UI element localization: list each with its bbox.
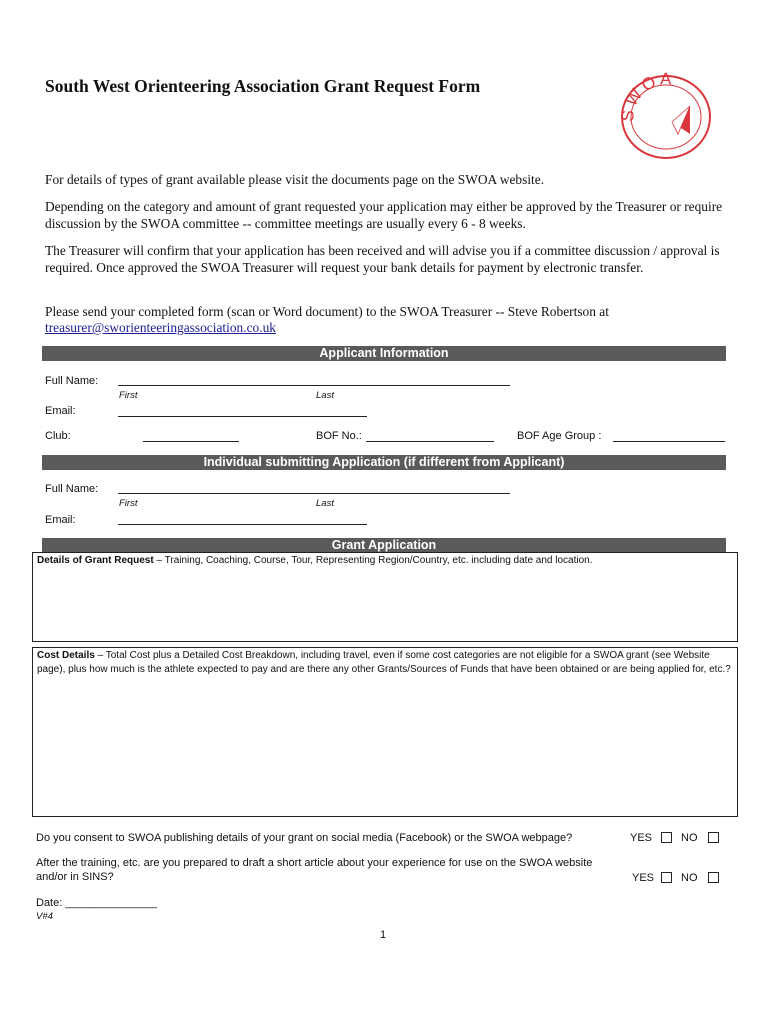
cost-details-instructions bbox=[33, 648, 737, 678]
applicant-first-label: First bbox=[119, 390, 138, 401]
applicant-bof-age-field[interactable] bbox=[613, 441, 725, 442]
applicant-last-label: Last bbox=[316, 390, 334, 401]
cost-details-box[interactable] bbox=[32, 647, 738, 817]
consent-q1-no-checkbox[interactable] bbox=[708, 832, 719, 843]
cost-details-text: – Total Cost plus a Detailed Cost Breakdown, including travel, even if some cost categories are not eligible for a SWOA grant (see Website page), plus how much is the athlete expected to pay and are there any other Grants/Sources of Funds that have been obtained or are being applied for, etc.? bbox=[37, 650, 731, 675]
grant-details-box[interactable] bbox=[32, 552, 738, 642]
consent-q2-no-checkbox[interactable] bbox=[708, 872, 719, 883]
swoa-logo bbox=[618, 72, 714, 162]
consent-question-article-line2: and/or in SINS? bbox=[36, 871, 114, 883]
submitter-first-label: First bbox=[119, 498, 138, 509]
applicant-bof-no-field[interactable] bbox=[366, 441, 494, 442]
applicant-club-field[interactable] bbox=[143, 441, 239, 442]
intro-paragraph-4: Please send your completed form (scan or Word document) to the SWOA Treasurer -- Steve Robertson at bbox=[45, 304, 609, 319]
svg-text:SWOA bbox=[618, 72, 674, 122]
consent-q1-yes-checkbox[interactable] bbox=[661, 832, 672, 843]
applicant-email-field[interactable] bbox=[118, 416, 367, 417]
submitter-email-label: Email: bbox=[45, 514, 76, 526]
applicant-club-label: Club: bbox=[45, 430, 71, 442]
consent-q1-yes-label: YES bbox=[630, 832, 653, 844]
consent-q2-no-label: NO bbox=[681, 872, 698, 884]
submitter-full-name-field[interactable] bbox=[118, 493, 510, 494]
grant-details-instructions bbox=[33, 553, 737, 569]
date-field[interactable]: Date: _______________ bbox=[36, 897, 158, 909]
consent-question-social-media: Do you consent to SWOA publishing details of your grant on social media (Facebook) or the SWOA webpage? bbox=[36, 832, 573, 844]
applicant-section-header: Applicant Information bbox=[42, 346, 726, 361]
applicant-full-name-label: Full Name: bbox=[45, 375, 99, 387]
intro-paragraph-3: The Treasurer will confirm that your application has been received and will advise you if a committee discussion / approval is required. Once approved the SWOA Treasurer will request your bank details for payment by electronic transfer. bbox=[45, 243, 720, 275]
grant-details-text: – Training, Coaching, Course, Tour, Representing Region/Country, etc. including date and location. bbox=[153, 555, 593, 566]
submitter-email-field[interactable] bbox=[118, 524, 367, 525]
applicant-bof-age-label: BOF Age Group : bbox=[517, 430, 602, 442]
submitter-full-name-label: Full Name: bbox=[45, 483, 99, 495]
page-number: 1 bbox=[380, 929, 387, 941]
intro-paragraph-1: For details of types of grant available please visit the documents page on the SWOA website. bbox=[45, 172, 545, 187]
submitter-last-label: Last bbox=[316, 498, 334, 509]
applicant-bof-no-label: BOF No.: bbox=[316, 430, 362, 442]
logo-text: SWOA bbox=[618, 72, 675, 123]
applicant-full-name-field[interactable] bbox=[118, 385, 510, 386]
submitter-section-header: Individual submitting Application (if different from Applicant) bbox=[42, 455, 726, 470]
consent-q1-no-label: NO bbox=[681, 832, 698, 844]
consent-q2-yes-checkbox[interactable] bbox=[661, 872, 672, 883]
grant-details-title: Details of Grant Request bbox=[37, 555, 154, 566]
intro-paragraph-2: Depending on the category and amount of grant requested your application may either be approved by the Treasurer or require discussion by the SWOA committee -- committee meetings are usually every 6 - 8 weeks. bbox=[45, 199, 723, 231]
page-title: South West Orienteering Association Grant Request Form bbox=[45, 76, 481, 96]
grant-section-header: Grant Application bbox=[42, 538, 726, 553]
consent-q2-yes-label: YES bbox=[632, 872, 655, 884]
consent-question-article-line1: After the training, etc. are you prepared to draft a short article about your experience for use on the SWOA website bbox=[36, 857, 593, 869]
treasurer-email-link[interactable]: treasurer@sworienteeringassociation.co.uk bbox=[45, 320, 276, 335]
cost-details-title: Cost Details bbox=[37, 650, 95, 661]
version-label: V#4 bbox=[36, 911, 53, 922]
applicant-email-label: Email: bbox=[45, 405, 76, 417]
